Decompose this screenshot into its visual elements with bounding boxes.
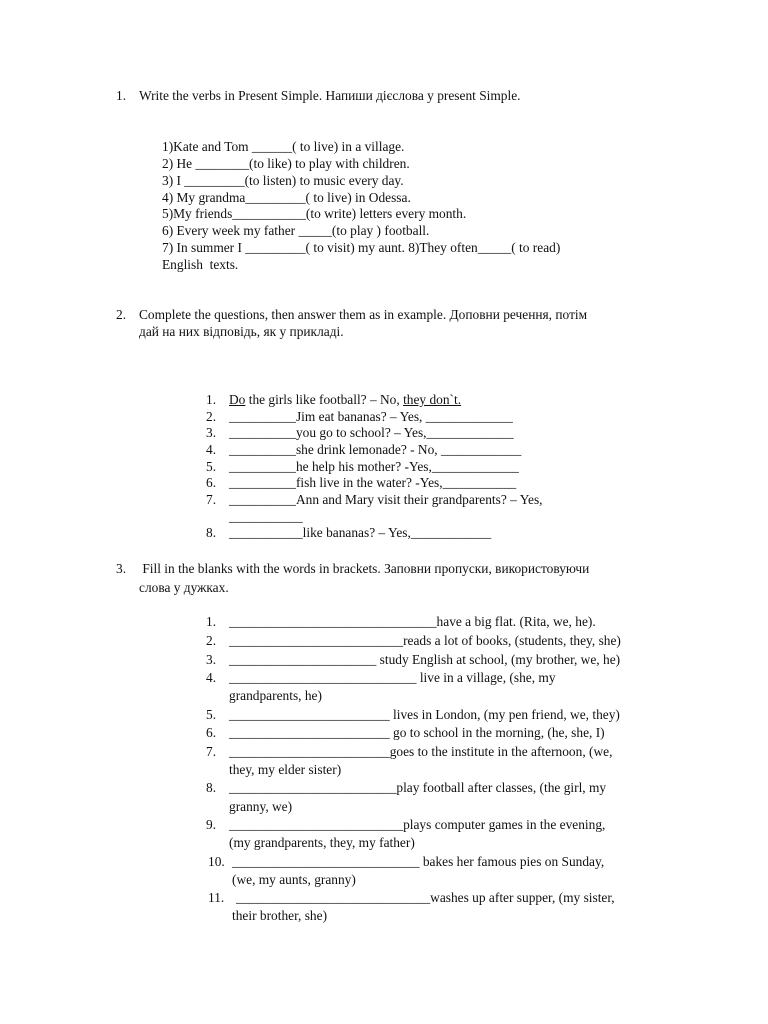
ex2-item-number: 5. — [206, 459, 217, 474]
ex3-item-continuation: grandparents, he) — [229, 688, 322, 703]
ex3-item-number: 8. — [206, 780, 217, 795]
example-do-word: Do — [229, 392, 246, 407]
ex3-item-text: ________________________goes to the institute in the afternoon, (we, — [229, 744, 613, 759]
ex3-item-continuation: (my grandparents, they, my father) — [229, 835, 415, 850]
ex3-item-text: _____________________________washes up after supper, (my sister, — [236, 890, 615, 905]
ex2-item-text: ___________like bananas? – Yes,____________ — [229, 525, 492, 540]
ex3-item-number: 10. — [208, 854, 225, 869]
ex3-item-continuation: their brother, she) — [232, 908, 328, 923]
ex1-line: 4) My grandma_________( to live) in Odessa. — [162, 190, 411, 205]
example-question: the girls like football? – No, — [245, 392, 404, 407]
ex3-item-number: 6. — [206, 725, 217, 740]
ex3-item-number: 5. — [206, 707, 217, 722]
ex2-item-number: 2. — [206, 409, 217, 424]
ex1-line: 5)My friends___________(to write) letters every month. — [162, 206, 467, 221]
ex3-item-text: ____________________________ bakes her famous pies on Sunday, — [232, 854, 605, 869]
ex2-number: 2. — [116, 307, 127, 322]
ex3-item-text: __________________________reads a lot of books, (students, they, she) — [229, 633, 621, 648]
ex2-title-line1: Complete the questions, then answer them as in example. Доповни речення, потім — [139, 307, 588, 322]
ex3-item-number: 1. — [206, 614, 217, 629]
ex2-item-text: __________you go to school? – Yes,_____________ — [229, 425, 514, 440]
ex2-item-text: __________she drink lemonade? - No, ____________ — [229, 442, 522, 457]
ex3-item-text: __________________________plays computer games in the evening, — [229, 817, 606, 832]
ex1-number: 1. — [116, 88, 127, 103]
ex2-item-number: 6. — [206, 475, 217, 490]
ex3-item-continuation: they, my elder sister) — [229, 762, 342, 777]
ex2-item-text: __________he help his mother? -Yes,_____________ — [229, 459, 519, 474]
ex1-line: 6) Every week my father _____(to play ) football. — [162, 223, 430, 238]
ex2-item-number: 3. — [206, 425, 217, 440]
ex1-line: 1)Kate and Tom ______( to live) in a village. — [162, 139, 405, 154]
ex2-title-line2: дай на них відповідь, як у прикладі. — [139, 324, 344, 339]
ex1-line: 2) He ________(to like) to play with children. — [162, 156, 410, 171]
ex3-item-number: 2. — [206, 633, 217, 648]
ex3-item-text: _________________________play football after classes, (the girl, my — [229, 780, 607, 795]
ex3-item-number: 3. — [206, 652, 217, 667]
ex2-example — [229, 391, 461, 408]
ex3-item-number: 4. — [206, 670, 217, 685]
ex2-item-number: 7. — [206, 492, 217, 507]
ex3-item-number: 9. — [206, 817, 217, 832]
ex3-item-number: 7. — [206, 744, 217, 759]
ex3-item-text: _______________________________have a big flat. (Rita, we, he). — [229, 614, 596, 629]
ex3-title-line1: Fill in the blanks with the words in brackets. Заповни пропуски, використовуючи — [139, 561, 590, 576]
ex2-item-continuation: ___________ — [229, 509, 303, 524]
ex1-line: 3) I _________(to listen) to music every day. — [162, 173, 404, 188]
ex2-item-text: __________Ann and Mary visit their grandparents? – Yes, — [229, 492, 543, 507]
ex3-item-text: ________________________ go to school in the morning, (he, she, I) — [229, 725, 605, 740]
ex3-item-text: ________________________ lives in London, (my pen friend, we, they) — [229, 707, 620, 722]
ex2-item-number: 8. — [206, 525, 217, 540]
ex2-item-text: __________Jim eat bananas? – Yes, _____________ — [229, 409, 513, 424]
ex2-item-text: __________fish live in the water? -Yes,___________ — [229, 475, 517, 490]
ex1-line: English texts. — [162, 257, 239, 272]
ex2-item-number: 4. — [206, 442, 217, 457]
ex3-item-continuation: granny, we) — [229, 799, 293, 814]
ex3-number: 3. — [116, 561, 127, 576]
ex1-title: Write the verbs in Present Simple. Напиши дієслова у present Simple. — [139, 88, 521, 103]
example-answer: they don`t. — [403, 392, 462, 407]
ex3-item-continuation: (we, my aunts, granny) — [232, 872, 356, 887]
ex3-item-text: ____________________________ live in a village, (she, my — [229, 670, 556, 685]
ex2-item-number: 1. — [206, 392, 217, 407]
ex3-item-text: ______________________ study English at school, (my brother, we, he) — [229, 652, 621, 667]
ex1-line: 7) In summer I _________( to visit) my aunt. 8)They often_____( to read) — [162, 240, 561, 255]
ex3-item-number: 11. — [208, 890, 225, 905]
ex3-title-line2: слова у дужках. — [139, 580, 229, 595]
